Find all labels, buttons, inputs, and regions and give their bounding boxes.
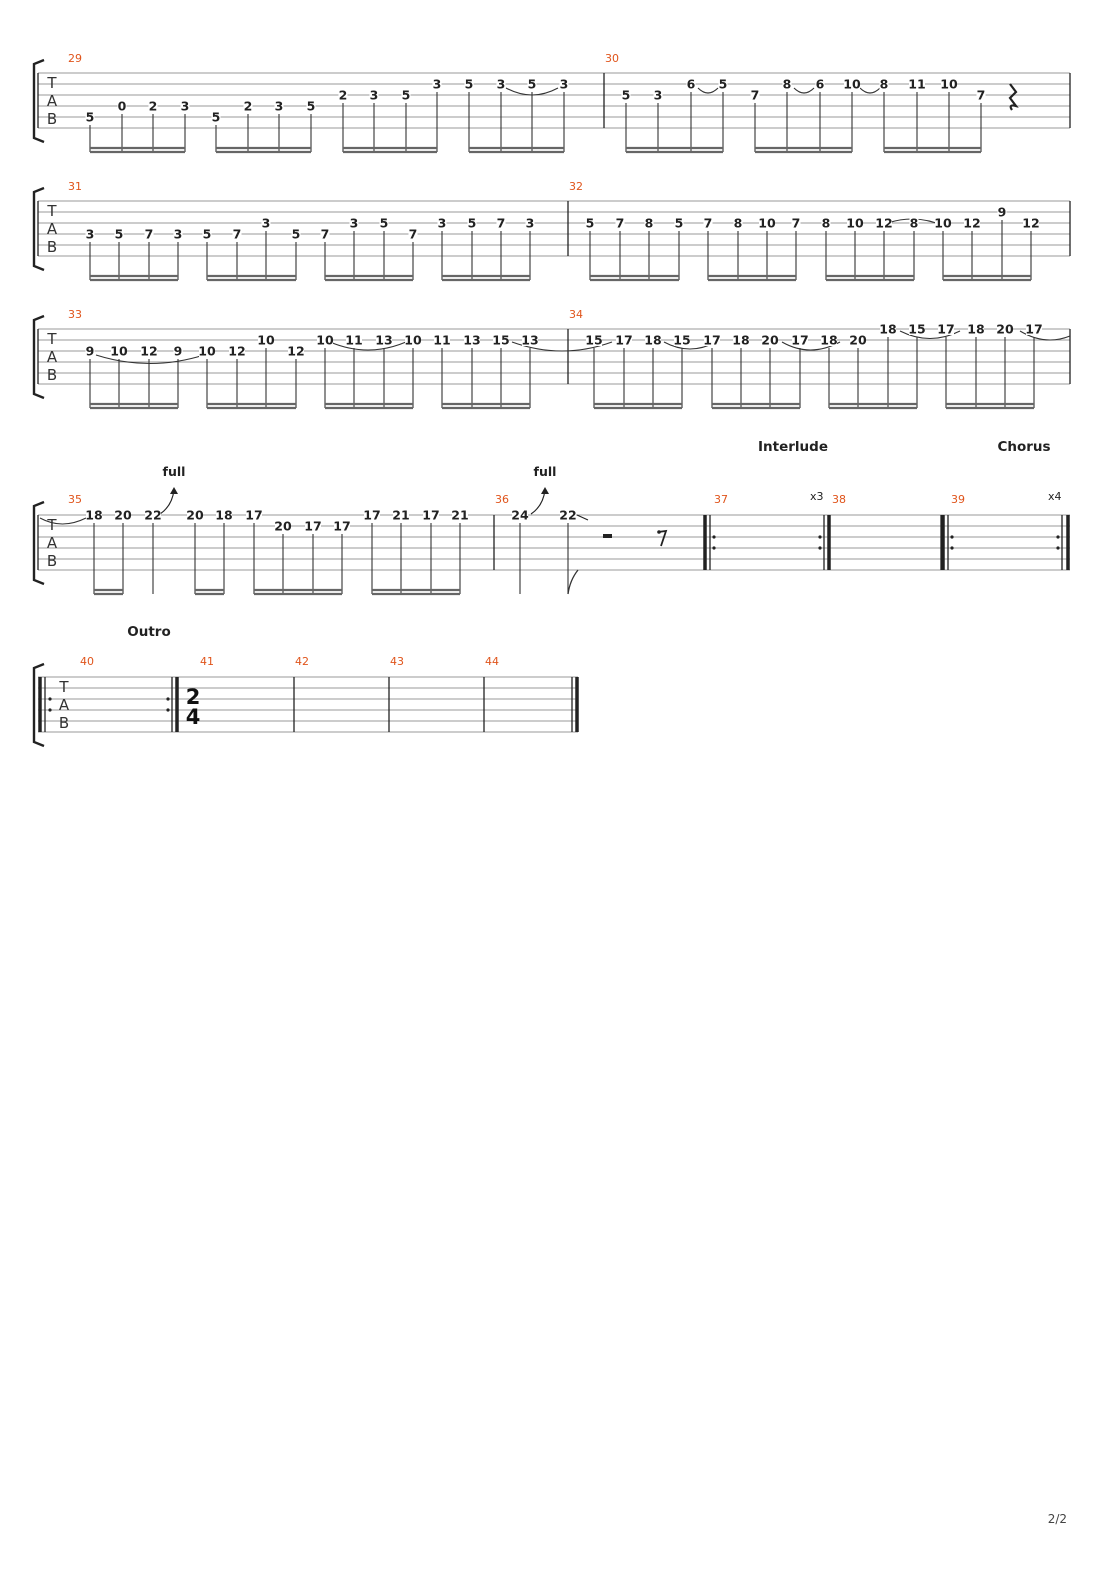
measure-30-notes [622, 77, 986, 153]
measure-number: 35 [68, 493, 82, 506]
fret-number: 20 [996, 321, 1014, 337]
fret-number: 3 [369, 87, 379, 103]
fret-number: 5 [401, 87, 411, 103]
fret-number: 17 [791, 332, 809, 348]
measure-number: 36 [495, 493, 509, 506]
fret-number: 3 [496, 76, 506, 92]
fret-number: 20 [849, 332, 867, 348]
fret-number: 11 [433, 332, 451, 348]
slur [330, 342, 406, 350]
fret-number: 5 [379, 215, 389, 231]
fret-number: 18 [967, 321, 985, 337]
measure-36-notes [511, 508, 576, 595]
fret-number: 17 [363, 507, 381, 523]
fret-number: 5 [467, 215, 477, 231]
time-signature-bottom: 4 [185, 705, 201, 729]
fret-number: 8 [782, 76, 792, 92]
measure-number: 43 [390, 655, 404, 668]
measure-31-notes [86, 216, 535, 281]
fret-number: 17 [1025, 321, 1043, 337]
fret-number: 8 [909, 215, 919, 231]
fret-number: 10 [940, 76, 958, 92]
fret-number: 15 [492, 332, 510, 348]
repeat-count: x3 [810, 490, 824, 503]
fret-number: 18 [85, 507, 103, 523]
fret-number: 5 [85, 109, 95, 125]
fret-number: 3 [653, 87, 663, 103]
fret-number: 10 [404, 332, 422, 348]
fret-number: 13 [463, 332, 481, 348]
measure-number: 33 [68, 308, 82, 321]
section-label-chorus: Chorus [997, 439, 1051, 455]
fret-number: 3 [180, 98, 190, 114]
fret-number: 12 [140, 343, 158, 359]
fret-number: 7 [615, 215, 625, 231]
fret-number: 12 [1022, 215, 1040, 231]
measure-number: 29 [68, 52, 82, 65]
fret-number: 6 [815, 76, 825, 92]
fret-number: 3 [349, 215, 359, 231]
fret-number: 7 [791, 215, 801, 231]
fret-number: 7 [976, 87, 986, 103]
section-label-outro: Outro [127, 624, 171, 640]
tab-clef-t: T [47, 202, 57, 220]
fret-number: 11 [908, 76, 926, 92]
fret-number: 3 [274, 98, 284, 114]
page-number: 2/2 [1047, 1512, 1067, 1526]
tab-clef-b: B [46, 366, 58, 384]
fret-number: 3 [261, 215, 271, 231]
fret-number: 18 [879, 321, 897, 337]
measure-number: 41 [200, 655, 214, 668]
measure-number: 38 [832, 493, 846, 506]
system-5 [34, 624, 578, 746]
tab-clef-t: T [47, 74, 57, 92]
fret-number: 7 [232, 226, 242, 242]
repeat-count: x4 [1048, 490, 1062, 503]
measure-33-notes [86, 333, 539, 409]
fret-number: 24 [511, 507, 529, 523]
tab-clef-t: T [47, 330, 57, 348]
fret-number: 10 [846, 215, 864, 231]
system-bracket [34, 316, 44, 398]
measure-number: 42 [295, 655, 309, 668]
section-label-interlude: Interlude [758, 439, 828, 455]
measure-number: 44 [485, 655, 499, 668]
fret-number: 12 [287, 343, 305, 359]
fret-number: 22 [144, 507, 162, 523]
fret-number: 3 [85, 226, 95, 242]
fret-number: 11 [345, 332, 363, 348]
fret-number: 17 [422, 507, 440, 523]
fret-number: 0 [117, 98, 127, 114]
fret-number: 5 [202, 226, 212, 242]
tie [698, 88, 718, 93]
fret-number: 3 [559, 76, 569, 92]
system-4 [34, 439, 1070, 594]
tab-clef-b: B [46, 238, 58, 256]
tab-clef-a: A [46, 534, 58, 552]
staff-lines [38, 329, 1070, 384]
fret-number: 5 [211, 109, 221, 125]
measure-number: 32 [569, 180, 583, 193]
fret-number: 3 [437, 215, 447, 231]
fret-number: 9 [997, 204, 1007, 220]
fret-number: 8 [644, 215, 654, 231]
fret-number: 15 [673, 332, 691, 348]
fret-number: 20 [186, 507, 204, 523]
system-bracket [34, 502, 44, 584]
tab-clef-b: B [46, 110, 58, 128]
measure-29-notes [86, 77, 569, 153]
fret-number: 5 [718, 76, 728, 92]
fret-number: 12 [875, 215, 893, 231]
fret-number: 7 [496, 215, 506, 231]
fret-number: 17 [615, 332, 633, 348]
measure-number: 30 [605, 52, 619, 65]
fret-number: 5 [114, 226, 124, 242]
release-line [577, 515, 588, 520]
fret-number: 17 [245, 507, 263, 523]
fret-number: 5 [527, 76, 537, 92]
fret-number: 17 [333, 518, 351, 534]
system-1 [34, 52, 1070, 152]
fret-number: 12 [963, 215, 981, 231]
fret-number: 8 [879, 76, 889, 92]
tab-clef-b: B [58, 714, 70, 732]
measure-32-notes [586, 205, 1040, 281]
time-signature-top: 2 [185, 685, 201, 709]
fret-number: 20 [114, 507, 132, 523]
staff-lines [38, 677, 578, 732]
fret-number: 5 [306, 98, 316, 114]
fret-number: 6 [686, 76, 696, 92]
system-3 [34, 308, 1070, 408]
fret-number: 7 [408, 226, 418, 242]
fret-number: 10 [257, 332, 275, 348]
measure-35-notes [85, 508, 468, 595]
fret-number: 10 [758, 215, 776, 231]
tab-clef-t: T [59, 678, 69, 696]
fret-number: 12 [228, 343, 246, 359]
fret-number: 20 [274, 518, 292, 534]
fret-number: 21 [392, 507, 410, 523]
fret-number: 3 [432, 76, 442, 92]
fret-number: 5 [674, 215, 684, 231]
bend-label: full [533, 464, 557, 479]
fret-number: 3 [173, 226, 183, 242]
tie [794, 88, 814, 93]
system-bracket [34, 188, 44, 270]
fret-number: 2 [338, 87, 348, 103]
tab-clef-a: A [46, 348, 58, 366]
fret-number: 2 [148, 98, 158, 114]
note-flag [568, 570, 578, 594]
fret-number: 15 [908, 321, 926, 337]
fret-number: 5 [291, 226, 301, 242]
fret-number: 20 [761, 332, 779, 348]
measure-number: 40 [80, 655, 94, 668]
fret-number: 9 [85, 343, 95, 359]
tab-clef-b: B [46, 552, 58, 570]
fret-number: 5 [585, 215, 595, 231]
half-rest [603, 534, 612, 538]
quarter-rest [1010, 84, 1016, 110]
fret-number: 15 [585, 332, 603, 348]
fret-number: 13 [521, 332, 539, 348]
fret-number: 8 [733, 215, 743, 231]
measure-number: 37 [714, 493, 728, 506]
fret-number: 18 [215, 507, 233, 523]
measure-34-notes [585, 322, 1042, 409]
measure-number: 34 [569, 308, 583, 321]
fret-number: 2 [243, 98, 253, 114]
measure-number: 39 [951, 493, 965, 506]
fret-number: 9 [173, 343, 183, 359]
fret-number: 17 [703, 332, 721, 348]
tab-clef-a: A [46, 220, 58, 238]
tie [860, 88, 880, 93]
fret-number: 5 [464, 76, 474, 92]
fret-number: 18 [644, 332, 662, 348]
fret-number: 5 [621, 87, 631, 103]
tab-clef-t: T [47, 516, 57, 534]
fret-number: 10 [843, 76, 861, 92]
tab-clef-a: A [58, 696, 70, 714]
fret-number: 21 [451, 507, 469, 523]
fret-number: 10 [198, 343, 216, 359]
system-2 [34, 180, 1070, 280]
fret-number: 13 [375, 332, 393, 348]
fret-number: 7 [144, 226, 154, 242]
system-bracket [34, 60, 44, 142]
staff-lines [38, 515, 1070, 570]
fret-number: 18 [732, 332, 750, 348]
bend-label: full [162, 464, 186, 479]
fret-number: 7 [320, 226, 330, 242]
fret-number: 10 [110, 343, 128, 359]
fret-number: 22 [559, 507, 577, 523]
fret-number: 7 [750, 87, 760, 103]
fret-number: 8 [821, 215, 831, 231]
fret-number: 10 [316, 332, 334, 348]
fret-number: 3 [525, 215, 535, 231]
fret-number: 18 [820, 332, 838, 348]
fret-number: 17 [937, 321, 955, 337]
tab-clef-a: A [46, 92, 58, 110]
fret-number: 7 [703, 215, 713, 231]
measure-number: 31 [68, 180, 82, 193]
fret-number: 17 [304, 518, 322, 534]
fret-number: 10 [934, 215, 952, 231]
